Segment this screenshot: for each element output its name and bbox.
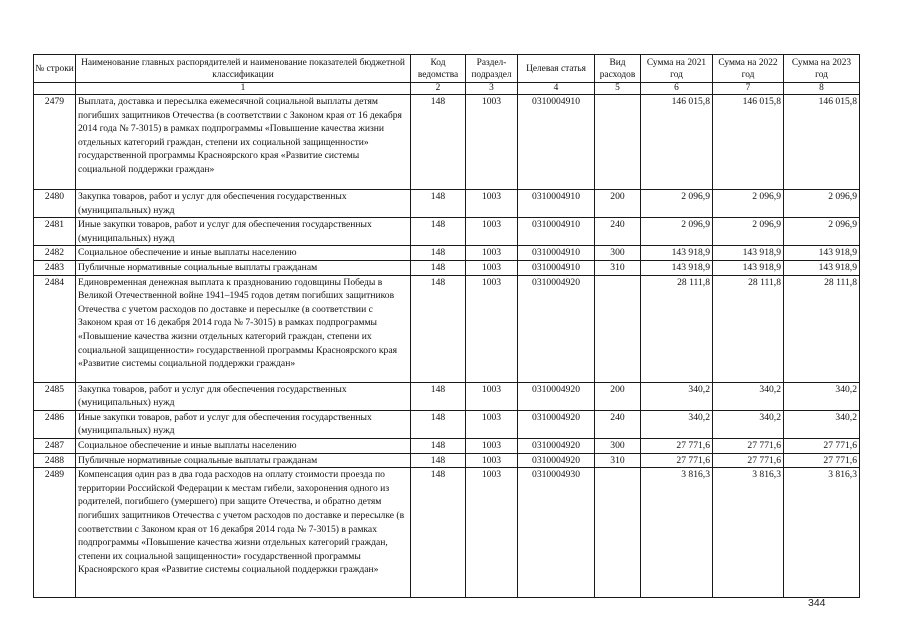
row-name: Иные закупки товаров, работ и услуг для обеспечения государственных (муниципальных) нужд xyxy=(76,218,411,246)
row-expense-type: 300 xyxy=(595,246,641,261)
row-target-article: 0310004920 xyxy=(518,410,595,438)
row-dept-code: 148 xyxy=(411,410,466,438)
row-name: Социальное обеспечение и иные выплаты населению xyxy=(76,246,411,261)
row-name: Единовременная денежная выплата к празднованию годовщины Победы в Великой Отечественной войне 1941–1945 годов детям погибших защитников Отечества с учетом расходов по доставке и пересылке (в соответствии с Законом края от 16 декабря 2014 года № 7-3015) в рамках подпрограммы «Повышение качества жизни отдельных категорий граждан, степени их социальной защищенности» государственной программы Красноярского края «Развитие системы социальной поддержки граждан» xyxy=(76,275,411,382)
row-target-article: 0310004910 xyxy=(518,95,595,190)
row-sum-2021: 28 111,8 xyxy=(641,275,713,382)
row-section: 1003 xyxy=(466,190,518,218)
header-target-article: Целевая статья xyxy=(518,55,595,83)
row-sum-2023: 28 111,8 xyxy=(784,275,860,382)
table-row xyxy=(34,382,860,410)
row-expense-type xyxy=(595,275,641,382)
header-sum-2023: Сумма на 2023 год xyxy=(784,55,860,83)
row-name: Социальное обеспечение и иные выплаты населению xyxy=(76,438,411,453)
row-dept-code: 148 xyxy=(411,382,466,410)
row-sum-2023: 143 918,9 xyxy=(784,260,860,275)
row-expense-type: 240 xyxy=(595,218,641,246)
row-expense-type: 200 xyxy=(595,382,641,410)
column-number: 8 xyxy=(784,83,860,95)
row-target-article: 0310004910 xyxy=(518,260,595,275)
row-number: 2480 xyxy=(34,190,76,218)
row-expense-type xyxy=(595,468,641,598)
row-dept-code: 148 xyxy=(411,275,466,382)
row-target-article: 0310004920 xyxy=(518,382,595,410)
row-dept-code: 148 xyxy=(411,453,466,468)
row-sum-2021: 143 918,9 xyxy=(641,260,713,275)
row-target-article: 0310004930 xyxy=(518,468,595,598)
row-expense-type: 300 xyxy=(595,438,641,453)
row-section: 1003 xyxy=(466,410,518,438)
row-target-article: 0310004920 xyxy=(518,438,595,453)
row-section: 1003 xyxy=(466,260,518,275)
table-row xyxy=(34,218,860,246)
row-expense-type: 310 xyxy=(595,453,641,468)
row-target-article: 0310004910 xyxy=(518,246,595,261)
header-row-number: № строки xyxy=(34,55,76,83)
row-section: 1003 xyxy=(466,246,518,261)
row-dept-code: 148 xyxy=(411,190,466,218)
row-number: 2483 xyxy=(34,260,76,275)
row-sum-2023: 143 918,9 xyxy=(784,246,860,261)
row-name: Закупка товаров, работ и услуг для обеспечения государственных (муниципальных) нужд xyxy=(76,190,411,218)
row-sum-2023: 340,2 xyxy=(784,410,860,438)
table-row xyxy=(34,95,860,190)
table-row xyxy=(34,410,860,438)
row-sum-2022: 2 096,9 xyxy=(713,190,784,218)
row-sum-2021: 27 771,6 xyxy=(641,438,713,453)
row-sum-2023: 2 096,9 xyxy=(784,218,860,246)
table-row xyxy=(34,438,860,453)
row-dept-code: 148 xyxy=(411,218,466,246)
row-target-article: 0310004920 xyxy=(518,453,595,468)
row-target-article: 0310004910 xyxy=(518,218,595,246)
row-number: 2485 xyxy=(34,382,76,410)
row-section: 1003 xyxy=(466,95,518,190)
row-number: 2487 xyxy=(34,438,76,453)
row-sum-2023: 27 771,6 xyxy=(784,453,860,468)
table-row xyxy=(34,246,860,261)
row-name: Публичные нормативные социальные выплаты гражданам xyxy=(76,453,411,468)
page-number: 344 xyxy=(808,597,826,609)
row-sum-2023: 146 015,8 xyxy=(784,95,860,190)
row-number: 2489 xyxy=(34,468,76,598)
row-sum-2023: 340,2 xyxy=(784,382,860,410)
row-sum-2021: 340,2 xyxy=(641,382,713,410)
column-number: 5 xyxy=(595,83,641,95)
row-sum-2022: 340,2 xyxy=(713,410,784,438)
row-sum-2022: 27 771,6 xyxy=(713,438,784,453)
table-body xyxy=(34,95,860,598)
row-expense-type: 240 xyxy=(595,410,641,438)
row-target-article: 0310004910 xyxy=(518,190,595,218)
table-header-row xyxy=(34,55,860,83)
column-number: 2 xyxy=(411,83,466,95)
column-number xyxy=(34,83,76,95)
row-sum-2023: 3 816,3 xyxy=(784,468,860,598)
row-sum-2022: 340,2 xyxy=(713,382,784,410)
row-number: 2488 xyxy=(34,453,76,468)
column-number: 6 xyxy=(641,83,713,95)
table-row xyxy=(34,260,860,275)
row-section: 1003 xyxy=(466,218,518,246)
column-number: 7 xyxy=(713,83,784,95)
row-dept-code: 148 xyxy=(411,438,466,453)
row-sum-2021: 2 096,9 xyxy=(641,190,713,218)
column-number-row xyxy=(34,83,860,95)
row-sum-2021: 340,2 xyxy=(641,410,713,438)
row-sum-2021: 2 096,9 xyxy=(641,218,713,246)
row-sum-2023: 27 771,6 xyxy=(784,438,860,453)
row-sum-2021: 27 771,6 xyxy=(641,453,713,468)
row-target-article: 0310004920 xyxy=(518,275,595,382)
column-number: 4 xyxy=(518,83,595,95)
budget-table xyxy=(33,54,860,598)
column-number: 3 xyxy=(466,83,518,95)
row-section: 1003 xyxy=(466,275,518,382)
row-dept-code: 148 xyxy=(411,246,466,261)
row-sum-2021: 3 816,3 xyxy=(641,468,713,598)
table-row xyxy=(34,275,860,382)
row-expense-type: 310 xyxy=(595,260,641,275)
row-name: Иные закупки товаров, работ и услуг для обеспечения государственных (муниципальных) нужд xyxy=(76,410,411,438)
row-number: 2484 xyxy=(34,275,76,382)
column-number: 1 xyxy=(76,83,411,95)
row-name: Публичные нормативные социальные выплаты гражданам xyxy=(76,260,411,275)
row-number: 2486 xyxy=(34,410,76,438)
row-sum-2022: 146 015,8 xyxy=(713,95,784,190)
header-expense-type: Вид расходов xyxy=(595,55,641,83)
row-name: Компенсация один раз в два года расходов на оплату стоимости проезда по территории Российской Федерации к местам гибели, захоронения одного из родителей, погибшего (умершего) при защите Отечества, и обратно детям погибших защитников Отечества с учетом расходов по доставке и пересылке (в соответствии с Законом края от 16 декабря 2014 года № 7-3015) в рамках подпрограммы «Повышение качества жизни отдельных категорий граждан, степени их социальной защищенности» государственной программы Красноярского края «Развитие системы социальной поддержки граждан» xyxy=(76,468,411,598)
row-expense-type xyxy=(595,95,641,190)
row-number: 2481 xyxy=(34,218,76,246)
row-number: 2482 xyxy=(34,246,76,261)
row-name: Выплата, доставка и пересылка ежемесячной социальной выплаты детям погибших защитников Отечества (в соответствии с Законом края от 16 декабря 2014 года № 7-3015) в рамках подпрограммы «Повышение качества жизни отдельных категорий граждан, степени их социальной защищенности» государственной программы Красноярского края «Развитие системы социальной поддержки граждан» xyxy=(76,95,411,190)
table-row xyxy=(34,468,860,598)
row-section: 1003 xyxy=(466,453,518,468)
row-number: 2479 xyxy=(34,95,76,190)
row-sum-2022: 143 918,9 xyxy=(713,246,784,261)
row-sum-2022: 143 918,9 xyxy=(713,260,784,275)
table-row xyxy=(34,190,860,218)
row-dept-code: 148 xyxy=(411,260,466,275)
row-sum-2021: 146 015,8 xyxy=(641,95,713,190)
row-sum-2022: 2 096,9 xyxy=(713,218,784,246)
row-sum-2022: 28 111,8 xyxy=(713,275,784,382)
row-section: 1003 xyxy=(466,382,518,410)
row-section: 1003 xyxy=(466,468,518,598)
header-dept-code: Код ведомства xyxy=(411,55,466,83)
row-dept-code: 148 xyxy=(411,95,466,190)
row-name: Закупка товаров, работ и услуг для обеспечения государственных (муниципальных) нужд xyxy=(76,382,411,410)
row-section: 1003 xyxy=(466,438,518,453)
header-sum-2022: Сумма на 2022 год xyxy=(713,55,784,83)
row-sum-2021: 143 918,9 xyxy=(641,246,713,261)
header-name: Наименование главных распорядителей и наименование показателей бюджетной классификации xyxy=(76,55,411,83)
row-expense-type: 200 xyxy=(595,190,641,218)
row-dept-code: 148 xyxy=(411,468,466,598)
header-section: Раздел-подраздел xyxy=(466,55,518,83)
row-sum-2022: 3 816,3 xyxy=(713,468,784,598)
row-sum-2023: 2 096,9 xyxy=(784,190,860,218)
row-sum-2022: 27 771,6 xyxy=(713,453,784,468)
table-row xyxy=(34,453,860,468)
header-sum-2021: Сумма на 2021 год xyxy=(641,55,713,83)
